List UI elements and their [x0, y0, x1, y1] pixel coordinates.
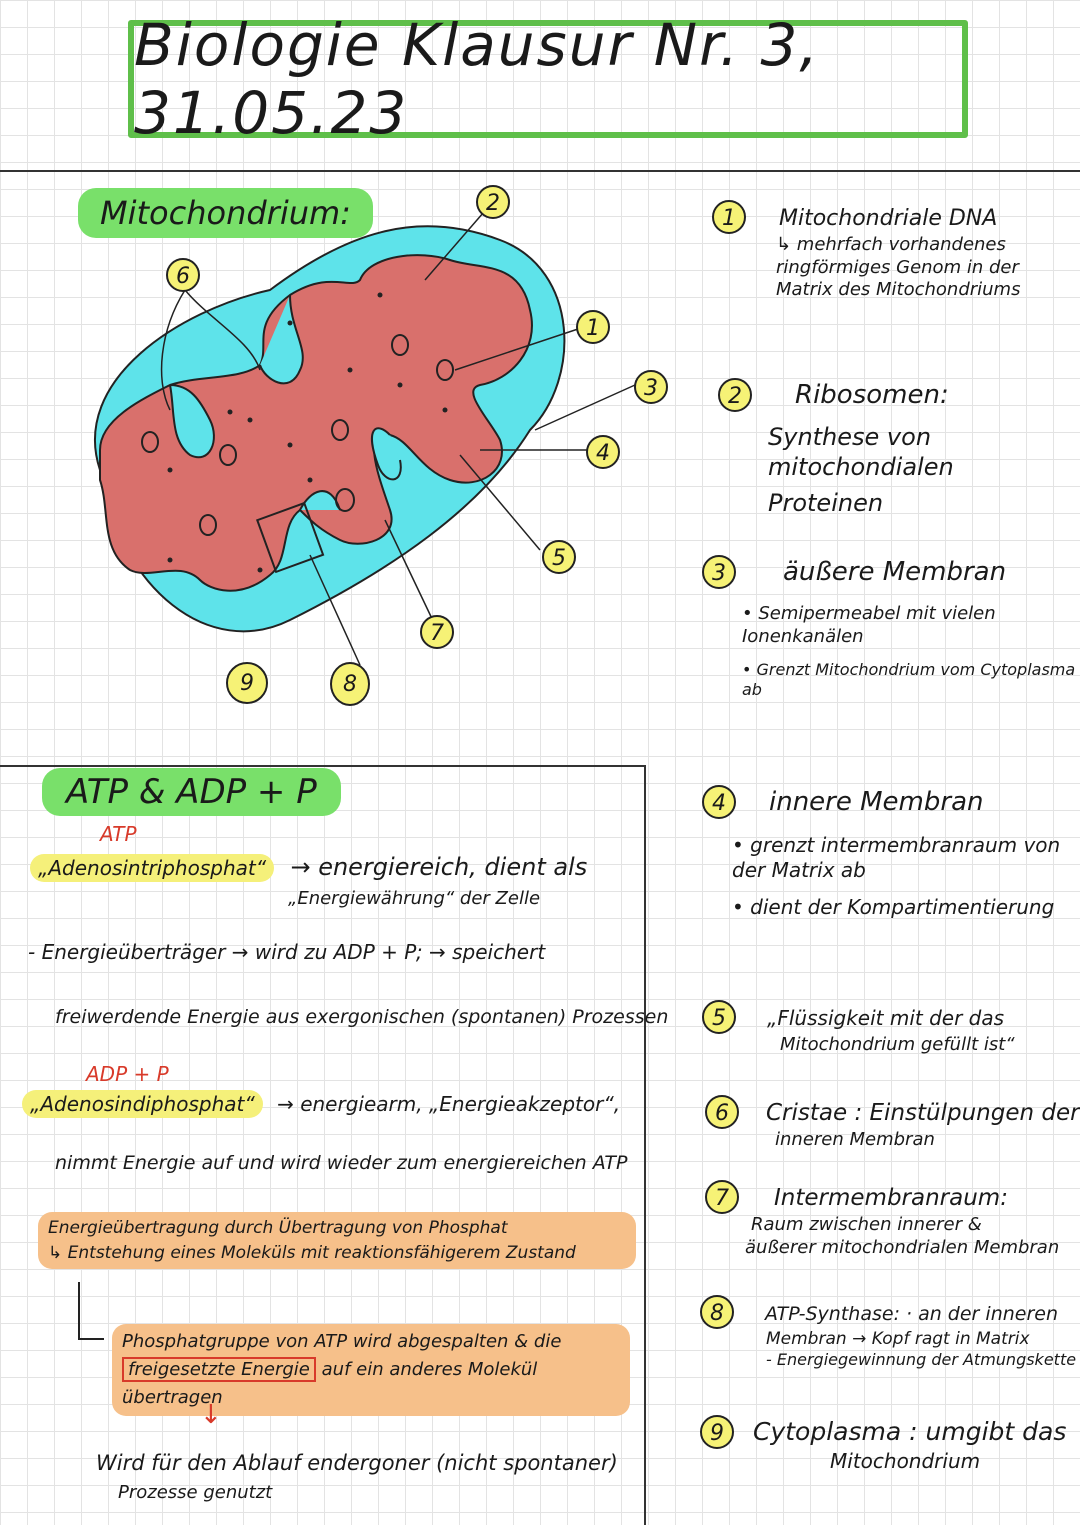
callout-5: 5 — [542, 540, 576, 574]
callout-3: 3 — [634, 370, 668, 404]
atp-name: „Adenosintriphosphat“ — [30, 854, 274, 882]
page-title: Biologie Klausur Nr. 3, 31.05.23 — [128, 20, 968, 138]
callout-2: 2 — [476, 185, 510, 219]
adp-label: ADP + P — [86, 1062, 169, 1086]
legend-item-5: 5 „Flüssigkeit mit der das Mitochondrium gefüllt ist“ — [702, 1000, 1077, 1057]
transfer-line-1: - Energieüberträger → wird zu ADP + P; → speichert — [28, 940, 546, 964]
legend-item-7: 7 Intermembranraum: Raum zwischen innerer & äußerer mitochondrialen Membran — [705, 1180, 1080, 1259]
final-line-2: Prozesse genutzt — [118, 1482, 273, 1503]
diagram-heading: Mitochondrium: — [78, 188, 373, 238]
atp-line: „Adenosintriphosphat“ → energiereich, dient als — [30, 852, 587, 882]
legend-item-8: 8 ATP-Synthase: · an der inneren Membran → Kopf ragt in Matrix - Energiegewinnung der Atmungskette — [700, 1295, 1078, 1370]
divider — [0, 170, 1080, 172]
atp-label: ATP — [100, 822, 137, 846]
legend-item-1: 1 Mitochondriale DNA ↳ mehrfach vorhandenes ringförmiges Genom in der Matrix des Mitochondriums — [712, 200, 1072, 302]
atp-desc-2: „Energiewährung“ der Zelle — [288, 888, 541, 909]
atp-heading: ATP & ADP + P — [42, 768, 341, 816]
connector-line — [78, 1282, 80, 1340]
adp-line: „Adenosindiphosphat“ → energiearm, „Energieakzeptor“, — [22, 1092, 620, 1117]
legend-item-2: 2 Ribosomen: Synthese von mitochondialen Proteinen — [718, 378, 1073, 518]
callout-7: 7 — [420, 615, 454, 649]
adp-name: „Adenosindiphosphat“ — [22, 1090, 263, 1118]
callout-1: 1 — [576, 310, 610, 344]
legend-item-9: 9 Cytoplasma : umgibt das Mitochondrium — [700, 1415, 1078, 1474]
callout-8: 8 — [330, 662, 370, 706]
callout-4: 4 — [586, 435, 620, 469]
legend-item-3: 3 äußere Membran • Semipermeabel mit vielen Ionenkanälen • Grenzt Mitochondrium vom Cytoplasma ab — [702, 555, 1077, 700]
phosphate-box: Phosphatgruppe von ATP wird abgespalten & die freigesetzte Energie auf ein anderes Molekül übertragen — [112, 1324, 630, 1416]
legend-item-6: 6 Cristae : Einstülpungen der inneren Membran — [705, 1095, 1080, 1152]
callout-9: 9 — [226, 662, 268, 704]
energy-transfer-box: Energieübertragung durch Übertragung von Phosphat ↳ Entstehung eines Moleküls mit reaktionsfähigerem Zustand — [38, 1212, 636, 1269]
transfer-line-2: freiwerdende Energie aus exergonischen (spontanen) Prozessen — [55, 1006, 669, 1028]
released-energy-box: freigesetzte Energie — [122, 1357, 316, 1382]
legend-item-4: 4 innere Membran • grenzt intermembranraum von der Matrix ab • dient der Kompartimentierung — [702, 785, 1077, 920]
arrow-down-icon: ↓ — [200, 1400, 222, 1430]
final-line-1: Wird für den Ablauf endergoner (nicht spontaner) — [96, 1451, 618, 1475]
adp-desc-2: nimmt Energie auf und wird wieder zum energiereichen ATP — [55, 1152, 628, 1174]
callout-6: 6 — [166, 258, 200, 292]
